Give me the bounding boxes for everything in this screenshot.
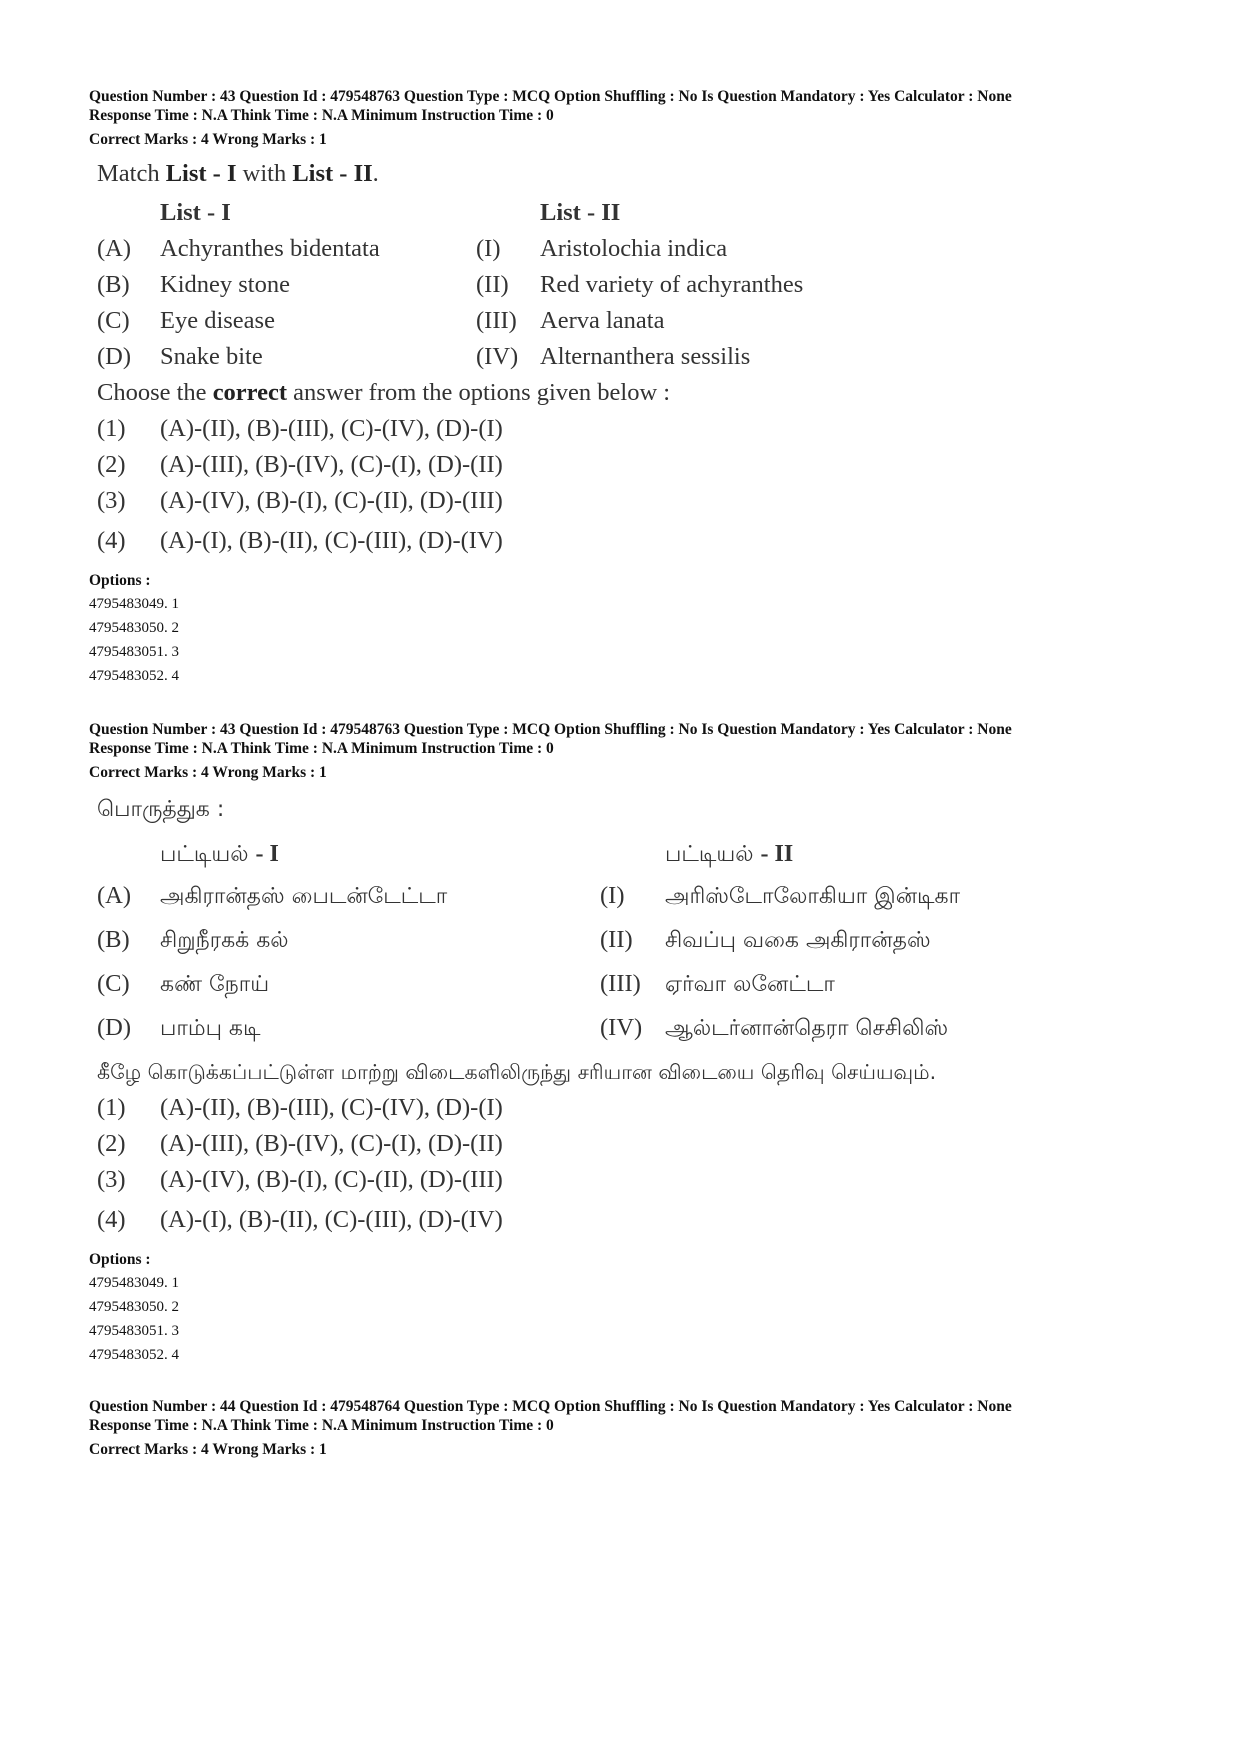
question-meta-line1: Question Number : 43 Question Id : 479548763 Question Type : MCQ Option Shuffling : No Is Question Mandatory : Yes Calculator : None <box>89 88 1012 105</box>
question-meta-line2: Response Time : N.A Think Time : N.A Minimum Instruction Time : 0 <box>89 740 554 757</box>
match-instruction: பொருத்துக : <box>97 797 225 822</box>
question-meta-line1: Question Number : 44 Question Id : 479548764 Question Type : MCQ Option Shuffling : No Is Question Mandatory : Yes Calculator : None <box>89 1398 1012 1415</box>
list-2-header: List - II <box>540 199 621 226</box>
options-label: Options : <box>89 1251 151 1268</box>
option-id: 4795483049. 1 <box>89 1275 179 1291</box>
list-1-header: List - I <box>160 199 231 226</box>
option-id: 4795483052. 4 <box>89 1347 179 1363</box>
choose-instruction: Choose the correct answer from the options given below : <box>97 379 671 406</box>
question-marks: Correct Marks : 4 Wrong Marks : 1 <box>89 131 327 148</box>
question-marks: Correct Marks : 4 Wrong Marks : 1 <box>89 1441 327 1458</box>
option-id: 4795483051. 3 <box>89 1323 179 1339</box>
list-1-header: பட்டியல் - I <box>160 841 279 867</box>
question-meta-line2: Response Time : N.A Think Time : N.A Minimum Instruction Time : 0 <box>89 1417 554 1434</box>
question-meta-line1: Question Number : 43 Question Id : 479548763 Question Type : MCQ Option Shuffling : No Is Question Mandatory : Yes Calculator : None <box>89 721 1012 738</box>
question-meta-line2: Response Time : N.A Think Time : N.A Minimum Instruction Time : 0 <box>89 107 554 124</box>
option-id: 4795483050. 2 <box>89 620 179 636</box>
document-page: Question Number : 43 Question Id : 479548763 Question Type : MCQ Option Shuffling : No Is Question Mandatory : Yes Calculator : None Response Time : N.A Think Time : N.A Minimum Instruction Time : 0 Correct Marks : 4 Wrong Marks : 1 Match List - I with List - II. List - I List - II (A) Achyranthes bidentata (I) Aristolochia indica (B) Kidney stone (II) Red variety of achyranthes (C) Eye disease (III) Aerva lanata (D) Snake bite (IV) Alternanthera sessilis Choose the correct answer from the options given below : (1) (A)-(II), (B)-(III), (C)-(IV), (D)-(I) (2) (A)-(III), (B)-(IV), (C)-(I), (D)-(II) (3) (A)-(IV), (B)-(I), (C)-(II), (D)-(III) (4) (A)-(I), (B)-(II), (C)-(III), (D)-(IV) Options : 4795483049. 1 4795483050. 2 4795483051. 3 4795483052. 4 Question Number : 43 Question Id : 479548763 Question Type : MCQ Option Shuffling : No Is Question Mandatory : Yes Calculator : None Response Time : N.A Think Time : N.A Minimum Instruction Time : 0 Correct Marks : 4 Wrong Marks : 1 பொருத்துக : பட்டியல் - I பட்டியல் - II (A) அகிரான்தஸ் பைடன்டேட்டா (I) அரிஸ்டோலோகியா இன்டிகா (B) சிறுநீரகக் கல் (II) சிவப்பு வகை அகிரான்தஸ் (C) கண் நோய் (III) ஏர்வா லனேட்டா (D) பாம்பு கடி (IV) ஆல்டர்னான்தெரா செசிலிஸ் கீழே கொடுக்கப்பட்டுள்ள மாற்று விடைகளிலிருந்து சரியான விடையை தெரிவு செய்யவும். (1) (A)-(II), (B)-(III), (C)-(IV), (D)-(I) (2) (A)-(III), (B)-(IV), (C)-(I), (D)-(II) (3) (A)-(IV), (B)-(I), (C)-(II), (D)-(III) (4) (A)-(I), (B)-(II), (C)-(III), (D)-(IV) Options : 4795483049. 1 4795483050. 2 4795483051. 3 4795483052. 4 Question Number : 44 Question Id : 479548764 Question Type : MCQ Option Shuffling : No Is Question Mandatory : Yes Calculator : None Response Time : N.A Think Time : N.A Minimum Instruction Time : 0 Correct Marks : 4 Wrong Marks : 1 <box>89 88 1012 1458</box>
question-marks: Correct Marks : 4 Wrong Marks : 1 <box>89 764 327 781</box>
match-instruction: Match List - I with List - II. <box>97 160 379 187</box>
option-id: 4795483049. 1 <box>89 596 179 612</box>
choose-instruction: கீழே கொடுக்கப்பட்டுள்ள மாற்று விடைகளிலிருந்து சரியான விடையை தெரிவு செய்யவும். <box>97 1060 937 1084</box>
option-id: 4795483051. 3 <box>89 644 179 660</box>
list-2-header: பட்டியல் - II <box>665 841 794 867</box>
options-label: Options : <box>89 572 151 589</box>
option-id: 4795483050. 2 <box>89 1299 179 1315</box>
option-id: 4795483052. 4 <box>89 668 179 684</box>
